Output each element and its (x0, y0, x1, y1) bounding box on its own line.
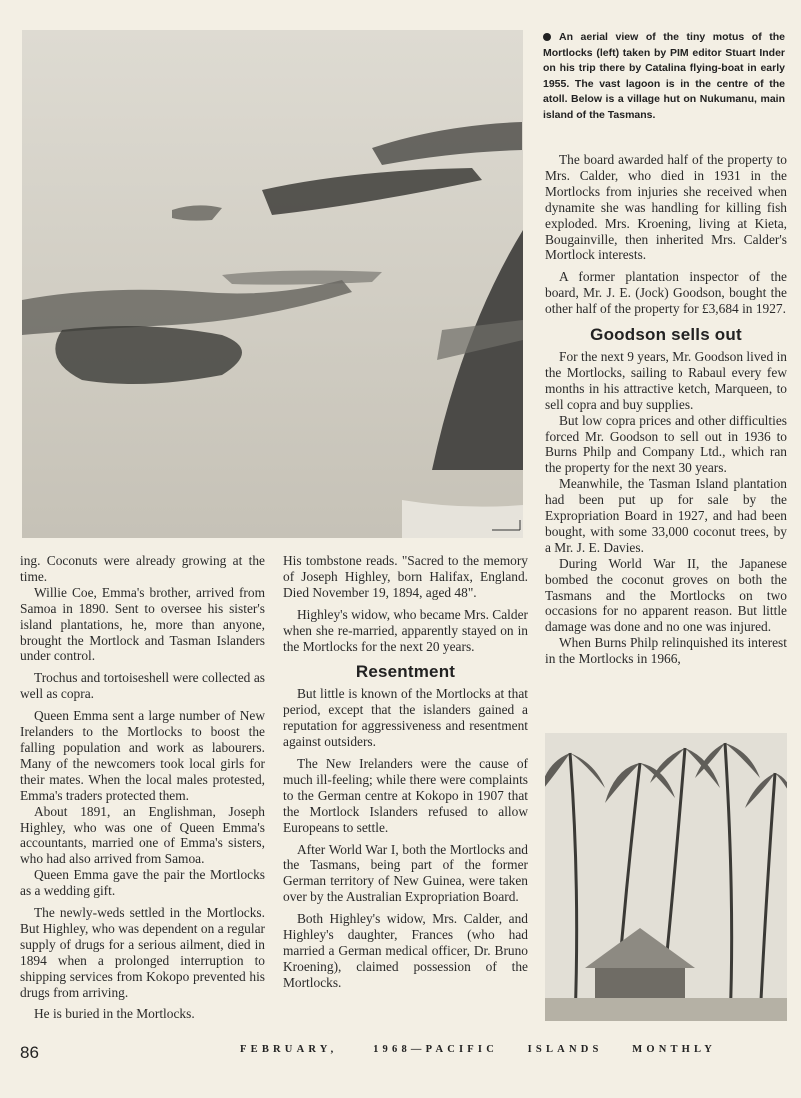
column-1 (20, 553, 265, 1022)
paragraph: Meanwhile, the Tasman Island plantation had been put up for sale by the Expropriation Board in 1927, and had been bought, with some 33,000 coconut trees, by a Mr. J. E. Davies. (545, 476, 787, 555)
footer-dash: — (410, 1044, 426, 1055)
paragraph: The New Irelanders were the cause of much ill-feeling; while there were complaints to the German centre at Kokopo in 1907 that the Mortlock Islanders refused to allow Europeans to settle. (283, 755, 528, 835)
footer-magazine-monthly: MONTHLY (632, 1044, 717, 1055)
paragraph: Highley's widow, who became Mrs. Calder when she re-married, apparently stayed on in the Mortlocks for the next 20 years. (283, 606, 528, 654)
paragraph: Both Highley's widow, Mrs. Calder, and Highley's daughter, Frances (who had married a German medical officer, Dr. Bruno Kroening), claimed possession of the Mortlocks. (283, 911, 528, 990)
footer-year: 1968 (373, 1044, 411, 1055)
paragraph: Willie Coe, Emma's brother, arrived from Samoa in 1890. Sent to oversee his sister's island plantations, he, more than anyone, brought the Mortlock and Tasman Islanders under control. (20, 584, 265, 664)
column-3 (545, 152, 787, 667)
village-hut-photo (545, 733, 787, 1021)
paragraph: When Burns Philp relinquished its interest in the Mortlocks in 1966, (545, 635, 787, 667)
section-heading-resentment: Resentment (355, 662, 456, 682)
paragraph: Queen Emma sent a large number of New Irelanders to the Mortlocks to boost the falling population and work as labourers. Many of the newcomers took local girls for their mates. When the local males protested, Emma's traders protected them. (20, 708, 265, 803)
paragraph: But low copra prices and other difficulties forced Mr. Goodson to sell out in 1936 to Burns Philp and Company Ltd., which ran the property for the next 30 years. (545, 412, 787, 476)
paragraph: ing. Coconuts were already growing at the time. (20, 553, 265, 584)
paragraph: The newly-weds settled in the Mortlocks. But Highley, who was dependent on a regular supply of drugs for a serious ailment, died in 1894 when a prolonged interruption to shipping services from Kokopo prevented his drugs from arriving. (20, 905, 265, 1000)
paragraph: The board awarded half of the property to Mrs. Calder, who died in 1931 in the Mortlocks from injuries she received when dynamite she was handling for killing fish exploded. Mrs. Kroening, living at Kieta, Bougainville, then inherited Mrs. Calder's Mortlock interests. (545, 152, 787, 263)
paragraph: Trochus and tortoiseshell were collected as well as copra. (20, 670, 265, 702)
paragraph: About 1891, an Englishman, Joseph Highley, who was one of Queen Emma's accountants, married one of Emma's sisters, who had also arrived from Samoa. (20, 803, 265, 867)
column-2 (283, 553, 528, 991)
footer-magazine-islands: ISLANDS (527, 1044, 603, 1055)
paragraph: For the next 9 years, Mr. Goodson lived in the Mortlocks, sailing to Rabaul every few months in his attractive ketch, Marqueen, to sell copra and buy supplies. (545, 348, 787, 412)
paragraph: A former plantation inspector of the board, Mr. J. E. (Jock) Goodson, bought the other half of the property for £3,684 in 1927. (545, 269, 787, 317)
paragraph: Queen Emma gave the pair the Mortlocks as a wedding gift. (20, 867, 265, 899)
page-number: 86 (20, 1043, 39, 1062)
running-footer (240, 1044, 786, 1055)
caption-text: An aerial view of the tiny motus of the Mortlocks (left) taken by PIM editor Stuart Inder on his trip there by Catalina flying-boat in early 1955. The vast lagoon is in the centre of the atoll. Below is a village hut on Nukumanu, main island of the Tasmans. (543, 31, 785, 121)
paragraph: During World War II, the Japanese bombed the coconut groves on both the Tasmans and the Mortlocks on two occasions for no apparent reason. But little damage was done and no one was injured. (545, 555, 787, 635)
footer-month: FEBRUARY, (240, 1044, 338, 1055)
bullet-icon (543, 33, 551, 41)
paragraph: But little is known of the Mortlocks at that period, except that the islanders gained a reputation for aggressiveness and resentment against outsiders. (283, 686, 528, 750)
paragraph: His tombstone reads. "Sacred to the memory of Joseph Highley, born Halifax, England. Died November 19, 1894, aged 48". (283, 553, 528, 600)
section-heading-goodson: Goodson sells out (590, 325, 742, 345)
paragraph: He is buried in the Mortlocks. (34, 1006, 195, 1022)
aerial-photo (22, 30, 523, 538)
photo-caption (543, 30, 785, 123)
footer-magazine-pacific: PACIFIC (425, 1044, 498, 1055)
paragraph: After World War I, both the Mortlocks and the Tasmans, being part of the former German territory of New Guinea, were taken over by the Australian Expropriation Board. (283, 841, 528, 905)
